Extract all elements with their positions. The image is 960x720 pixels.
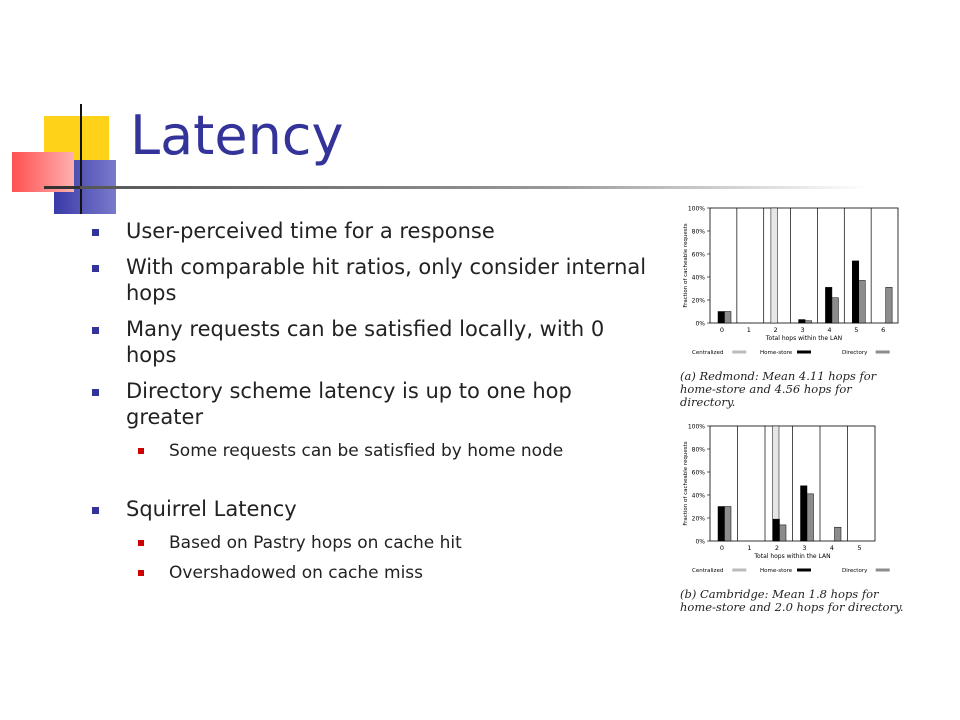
chart-caption: (a) Redmond: Mean 4.11 hops for home-store and 4.56 hops for directory. — [680, 369, 877, 409]
chart-redmond-svg — [680, 200, 905, 370]
bar — [832, 298, 839, 323]
bar — [886, 287, 893, 323]
x-tick-label: 2 — [774, 544, 780, 552]
x-tick-label: 1 — [747, 544, 752, 552]
bar — [773, 519, 780, 541]
y-tick-label: 20% — [691, 297, 705, 305]
bullet-item: Directory scheme latency is up to one hop greater — [92, 378, 652, 430]
x-tick-label: 5 — [854, 326, 859, 334]
bullet-item: User-perceived time for a response — [92, 218, 652, 244]
title-underline — [80, 186, 870, 189]
y-tick-label: 20% — [691, 515, 705, 523]
spacer — [92, 470, 652, 496]
x-tick-label: 4 — [827, 326, 832, 334]
bar — [801, 486, 808, 541]
chart-redmond — [680, 200, 905, 409]
deco-vertical-line — [80, 104, 82, 214]
legend-label: Centralized — [692, 350, 724, 356]
bar — [835, 527, 842, 541]
bar — [725, 507, 732, 542]
bar — [718, 507, 725, 542]
bar — [859, 280, 866, 323]
chart-cambridge-svg — [680, 418, 905, 588]
y-tick-label: 60% — [691, 251, 705, 259]
x-tick-label: 0 — [719, 544, 725, 552]
y-tick-label: 0% — [695, 538, 705, 546]
plot-frame — [710, 208, 898, 323]
legend-label: Directory — [842, 568, 868, 574]
x-tick-label: 4 — [829, 544, 835, 552]
y-axis-label: Fraction of cacheable requests — [683, 223, 689, 308]
bar — [718, 312, 725, 324]
y-axis-label: Fraction of cacheable requests — [683, 441, 689, 526]
slide-title: Latency — [130, 104, 344, 167]
bar — [799, 320, 806, 323]
y-tick-label: 80% — [691, 446, 705, 454]
y-tick-label: 100% — [687, 205, 705, 213]
y-tick-label: 60% — [691, 469, 705, 477]
bar — [825, 287, 832, 323]
y-tick-label: 40% — [691, 274, 705, 282]
bar — [807, 494, 814, 541]
bar — [725, 312, 732, 324]
x-tick-label: 3 — [800, 326, 805, 334]
bullet-item: Squirrel Latency — [92, 496, 652, 522]
legend-label: Centralized — [692, 568, 724, 574]
y-tick-label: 100% — [687, 423, 705, 431]
y-tick-label: 40% — [691, 492, 705, 500]
sub-bullet-item: Overshadowed on cache miss — [138, 562, 652, 584]
legend-label: Home-store — [760, 568, 793, 574]
chart-caption: (b) Cambridge: Mean 1.8 hops for home-store and 2.0 hops for directory. — [680, 587, 904, 614]
bar — [852, 261, 859, 323]
bullet-item: With comparable hit ratios, only consider internal hops — [92, 254, 652, 306]
bar — [805, 321, 812, 323]
x-tick-label: 0 — [719, 326, 725, 334]
x-tick-label: 2 — [773, 326, 778, 334]
x-tick-label: 3 — [802, 544, 807, 552]
bullet-item: Many requests can be satisfied locally, with 0 hops — [92, 316, 652, 368]
sub-bullet-item: Based on Pastry hops on cache hit — [138, 532, 652, 554]
sub-bullet-item: Some requests can be satisfied by home node — [138, 440, 652, 462]
x-tick-label: 1 — [746, 326, 751, 334]
y-tick-label: 80% — [691, 228, 705, 236]
chart-cambridge — [680, 418, 905, 614]
bullet-list — [92, 218, 652, 592]
legend-label: Home-store — [760, 350, 793, 356]
y-tick-label: 0% — [695, 320, 705, 328]
legend-label: Directory — [842, 350, 868, 356]
bar — [780, 525, 787, 541]
deco-horizontal-line — [44, 186, 84, 189]
x-tick-label: 5 — [857, 544, 862, 552]
x-axis-label: Total hops within the LAN — [765, 335, 843, 342]
x-axis-label: Total hops within the LAN — [754, 553, 831, 560]
bar — [771, 208, 778, 323]
x-tick-label: 6 — [881, 326, 886, 334]
